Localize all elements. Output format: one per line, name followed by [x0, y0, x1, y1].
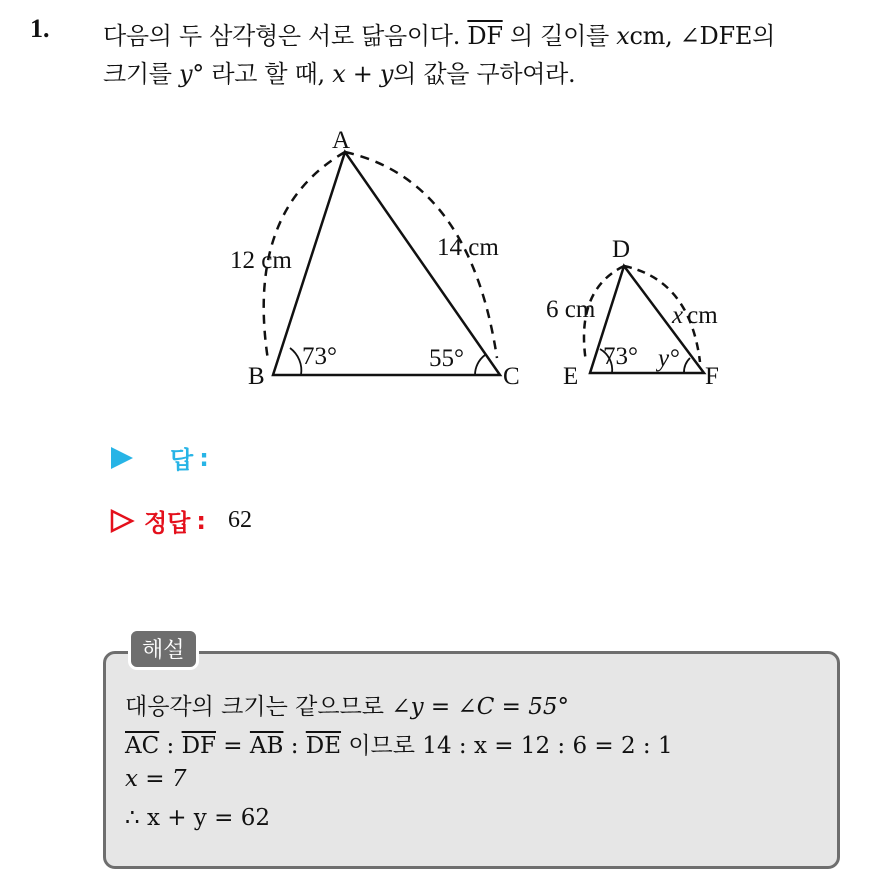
outline-triangle-icon — [108, 507, 136, 535]
angle-f-arc — [684, 358, 690, 373]
side-df-label: x cm — [672, 302, 718, 329]
question-number: 1. — [30, 14, 50, 43]
solution-line-4: ∴ x + y = 62 — [125, 805, 270, 831]
question-line-2: 크기를 y° 라고 할 때, x + y의 값을 구하여라. — [103, 60, 576, 88]
angle-e-label: 73° — [603, 343, 638, 370]
vertex-d-label: D — [612, 236, 631, 263]
vertex-a-label: A — [332, 127, 351, 154]
solution-box — [103, 651, 840, 869]
solution-line-2: $\overline{AC}$ : $\overline{DF} = \overline{AB}$ : $\overline{DE}$ 이므로 14 : x = 12 : 6 = 2 : 1 — [125, 733, 673, 759]
triangle-abc — [273, 152, 500, 375]
play-triangle-icon — [108, 444, 136, 472]
segment-df: $\overline{DF}$ — [467, 22, 503, 50]
angle-f-label: y° — [658, 345, 680, 372]
correct-answer-row: 정답 : 62 — [108, 503, 252, 538]
question-line-1: 다음의 두 삼각형은 서로 닮음이다. $\overline{DF}$ 의 길이를 xcm, ∠DFE의 — [103, 22, 775, 50]
answer-label: 답 — [170, 446, 194, 474]
solution-line-1: 대응각의 크기는 같으므로 ∠y = ∠C = 55° — [125, 694, 570, 720]
angle-b-arc — [290, 348, 301, 375]
angle-c-arc — [475, 355, 485, 375]
solution-line-3: x = 7 — [125, 766, 187, 792]
side-de-label: 6 cm — [546, 296, 596, 323]
side-ab-label: 12 cm — [230, 247, 292, 274]
correct-answer-label: 정답 — [144, 509, 191, 537]
angle-c-label: 55° — [429, 345, 464, 372]
angle-b-label: 73° — [302, 343, 337, 370]
answer-row: 답 : — [108, 440, 209, 475]
vertex-f-label: F — [705, 363, 719, 390]
solution-tab: 해설 — [128, 628, 199, 670]
correct-answer-value: 62 — [227, 507, 252, 533]
vertex-c-label: C — [503, 363, 520, 390]
side-ac-label: 14 cm — [437, 234, 499, 261]
vertex-e-label: E — [563, 363, 579, 390]
vertex-b-label: B — [248, 363, 265, 390]
triangles-figure — [0, 100, 884, 410]
